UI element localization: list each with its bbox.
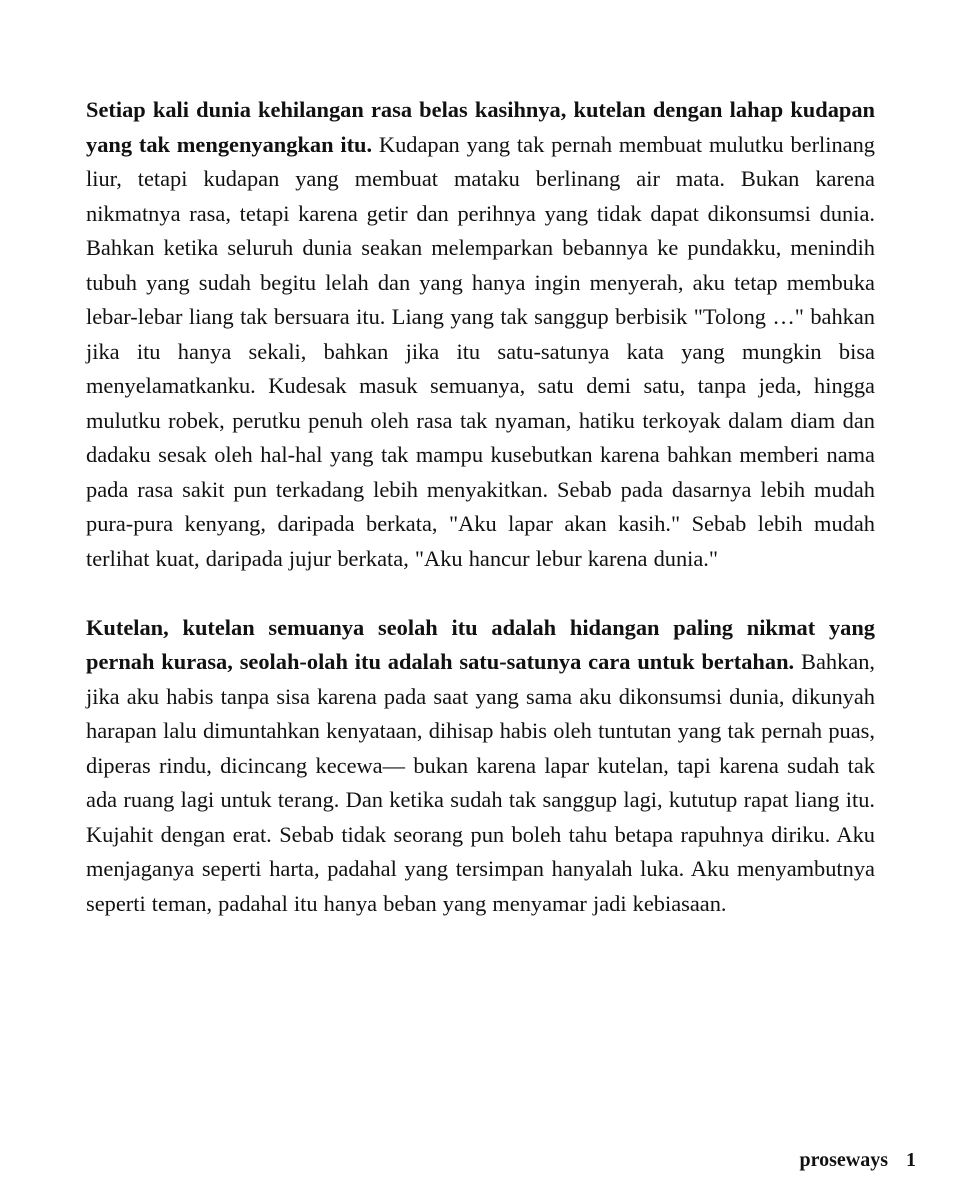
paragraph-2-body: Bahkan, jika aku habis tanpa sisa karena pada saat yang sama aku dikonsumsi dunia, dikunyah harapan lalu dimuntahkan kenyataan, dihisap habis oleh tuntutan yang tak pernah puas, diperas rindu, dicincang kecewa— bukan karena lapar kutelan, tapi karena sudah tak ada ruang lagi untuk terang. Dan ketika sudah tak sanggup lagi, kututup rapat liang itu. Kujahit dengan erat. Sebab tidak seorang pun boleh tahu betapa rapuhnya diriku. Aku menjaganya seperti harta, padahal yang tersimpan hanyalah luka. Aku menyambutnya seperti teman, padahal itu hanya beban yang menyamar jadi kebiasaan. bbox=[86, 649, 876, 916]
paragraph-2-lead: Kutelan, kutelan semuanya seolah itu adalah hidangan paling nikmat yang pernah kurasa, seolah-olah itu adalah satu-satunya cara untuk bertahan. bbox=[86, 614, 875, 674]
paragraph-1-lead: Setiap kali dunia kehilangan rasa belas kasihnya, kutelan dengan lahap kudapan yang tak mengenyangkan itu. bbox=[86, 97, 875, 157]
page-number: 1 bbox=[906, 1149, 916, 1171]
paragraph-1 bbox=[86, 93, 875, 576]
document-body bbox=[86, 93, 875, 921]
page-footer bbox=[799, 1149, 916, 1172]
paragraph-1-body: Kudapan yang tak pernah membuat mulutku berlinang liur, tetapi kudapan yang membuat mataku berlinang air mata. Bukan karena nikmatnya rasa, tetapi karena getir dan perihnya yang tidak dapat dikonsumsi dunia. Bahkan ketika seluruh dunia seakan melemparkan bebannya ke pundakku, menindih tubuh yang sudah begitu lelah dan yang hanya ingin menyerah, aku tetap membuka lebar-lebar liang tak bersuara itu. Liang yang tak sanggup berbisik "Tolong …" bahkan jika itu hanya sekali, bahkan jika itu satu-satunya kata yang mungkin bisa menyelamatkanku. Kudesak masuk semuanya, satu demi satu, tanpa jeda, hingga mulutku robek, perutku penuh oleh rasa tak nyaman, hatiku terkoyak dalam diam dan dadaku sesak oleh hal-hal yang tak mampu kusebutkan karena bahkan memberi nama pada rasa sakit pun terkadang lebih menyakitkan. Sebab pada dasarnya lebih mudah pura-pura kenyang, daripada berkata, "Aku lapar akan kasih." Sebab lebih mudah terlihat kuat, daripada jujur berkata, "Aku hancur lebur karena dunia." bbox=[86, 131, 875, 571]
footer-brand: proseways bbox=[799, 1149, 888, 1171]
paragraph-2 bbox=[86, 611, 875, 922]
